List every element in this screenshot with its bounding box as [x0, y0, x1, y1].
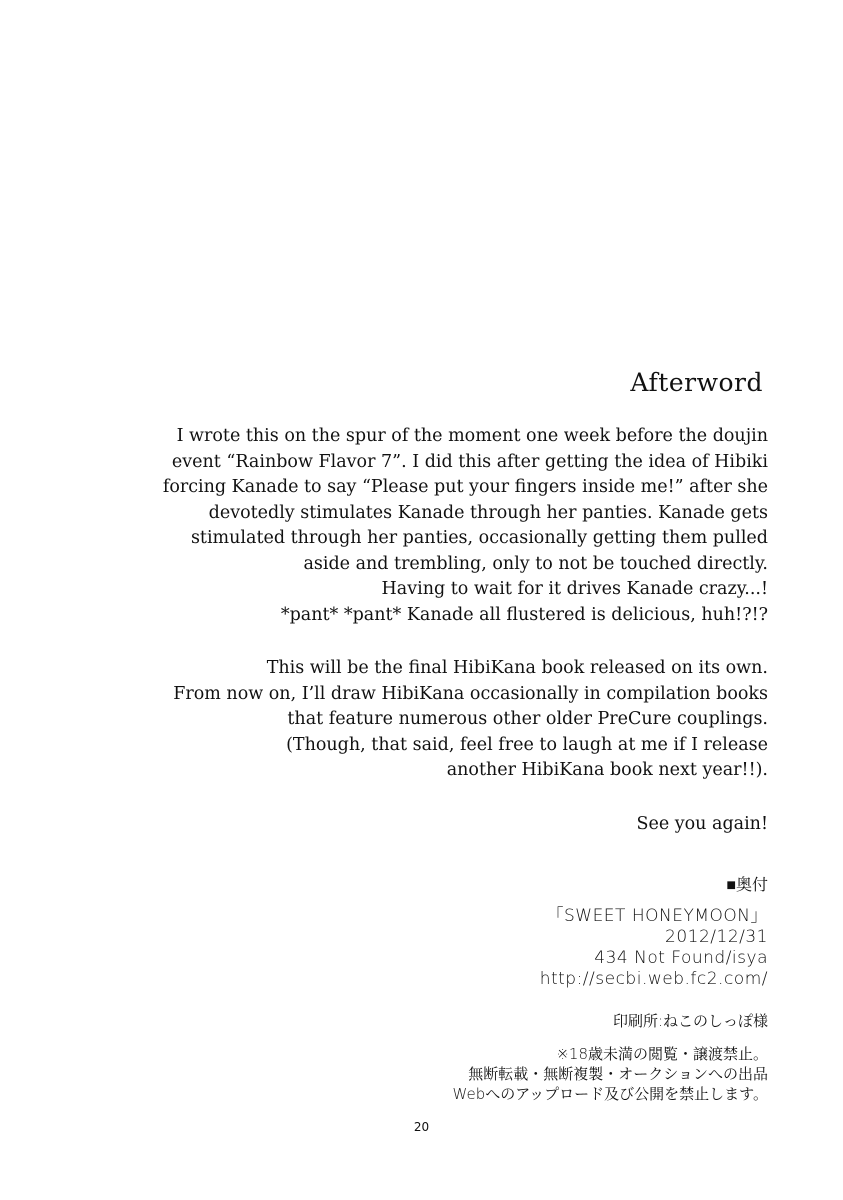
text-line: forcing Kanade to say “Please put your fingers inside me!” after she — [162, 477, 768, 497]
notice-line: Webへのアップロード及び公開を禁止します。 — [452, 1085, 768, 1103]
website-url: http://secbi.web.fc2.com/ — [539, 969, 768, 989]
printer-credit: 印刷所:ねこのしっぽ様 — [612, 1012, 768, 1030]
notice-line: 無断転載・無断複製・オークションへの出品 — [468, 1065, 768, 1083]
text-line: Having to wait for it drives Kanade crazy...! — [381, 579, 768, 599]
circle-name: 434 Not Found/isya — [594, 948, 768, 968]
text-line: I wrote this on the spur of the moment one week before the doujin — [176, 426, 768, 446]
publication-date: 2012/12/31 — [665, 927, 768, 947]
text-line: event “Rainbow Flavor 7”. I did this after getting the idea of Hibiki — [171, 451, 768, 472]
afterword-title: Afterword — [630, 368, 763, 397]
colophon-publication-info — [540, 906, 768, 990]
afterword-paragraph-1 — [163, 424, 768, 628]
text-line: another HibiKana book next year!!). — [446, 760, 768, 780]
colophon-heading: ■奥付 — [726, 875, 768, 894]
text-line: aside and trembling, only to not be touched directly. — [303, 553, 768, 574]
text-line: devotedly stimulates Kanade through her panties. Kanade gets — [208, 502, 768, 523]
page-number: 20 — [413, 1120, 430, 1134]
afterword-paragraph-2 — [173, 656, 768, 784]
text-line: This will be the final HibiKana book released on its own. — [266, 658, 768, 678]
notice-line: ※18歳未満の閲覧・譲渡禁止。 — [556, 1045, 768, 1063]
closing-line: See you again! — [636, 814, 768, 834]
legal-notice — [453, 1044, 768, 1104]
text-line: stimulated through her panties, occasionally getting them pulled — [190, 528, 768, 548]
text-line: From now on, I’ll draw HibiKana occasionally in compilation books — [173, 683, 768, 704]
book-title: 「SWEET HONEYMOON」 — [546, 906, 768, 926]
text-line: *pant* *pant* Kanade all flustered is delicious, huh!?!? — [280, 604, 768, 625]
text-line: that feature numerous other older PreCure couplings. — [287, 709, 768, 729]
text-line: (Though, that said, feel free to laugh at me if I release — [286, 734, 768, 755]
afterword-closing — [637, 812, 769, 838]
